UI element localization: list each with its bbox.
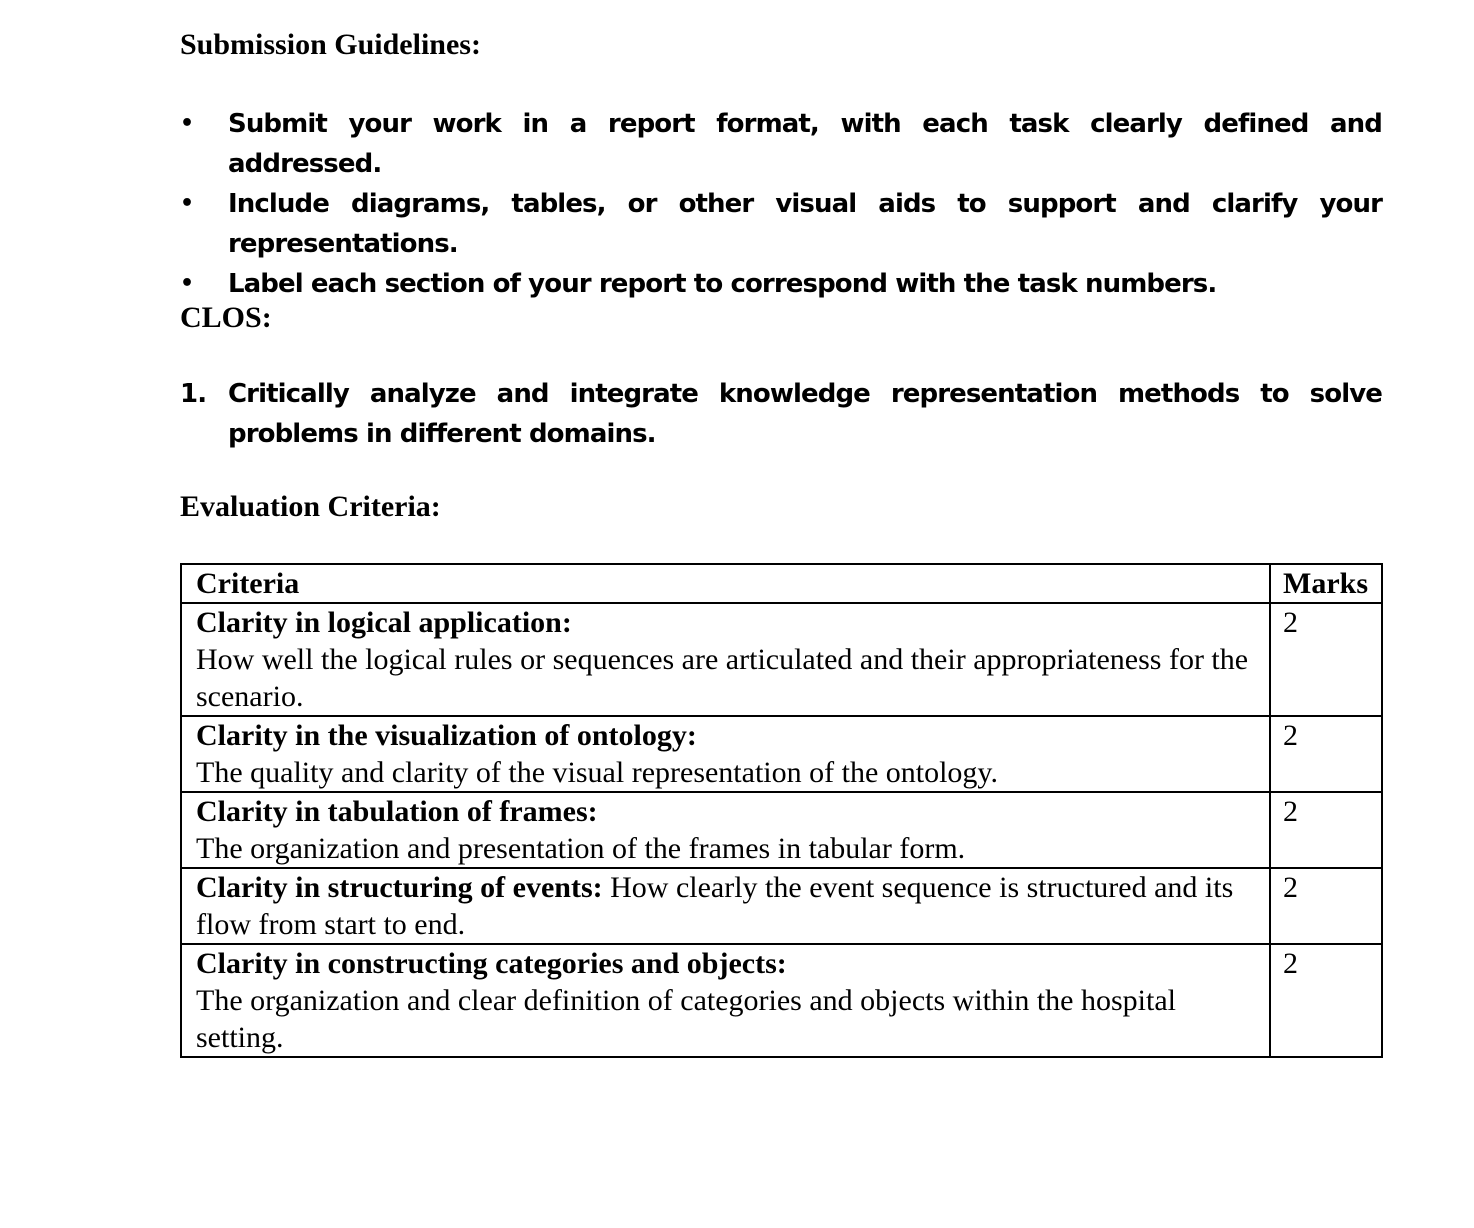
criteria-cell: [181, 944, 1270, 1057]
guideline-text: Include diagrams, tables, or other visual aids to support and clarify your representations.: [228, 189, 1382, 259]
criteria-description: The quality and clarity of the visual representation of the ontology.: [196, 756, 998, 789]
bullet-icon: •: [180, 271, 194, 296]
evaluation-criteria-heading: Evaluation Criteria:: [180, 490, 441, 523]
marks-cell: 2: [1270, 868, 1382, 944]
criteria-title: Clarity in the visualization of ontology:: [196, 719, 697, 752]
evaluation-criteria-table: [180, 563, 1383, 1058]
marks-column-header: Marks: [1270, 564, 1382, 603]
criteria-description: The organization and presentation of the frames in tabular form.: [196, 832, 966, 865]
criteria-description: How well the logical rules or sequences are articulated and their appropriateness for the scenario.: [196, 643, 1249, 713]
marks-cell: 2: [1270, 603, 1382, 716]
table-row: [181, 868, 1382, 944]
guideline-text: Submit your work in a report format, with each task clearly defined and addressed.: [228, 109, 1382, 179]
table-row: [181, 603, 1382, 716]
criteria-cell: [181, 603, 1270, 716]
clo-number: 1.: [180, 379, 207, 409]
table-row: [181, 944, 1382, 1057]
criteria-description: The organization and clear definition of categories and objects within the hospital setting.: [196, 984, 1176, 1054]
criteria-cell: [181, 868, 1270, 944]
criteria-cell: [181, 792, 1270, 868]
criteria-title: Clarity in tabulation of frames:: [196, 795, 598, 828]
marks-cell: 2: [1270, 944, 1382, 1057]
clos-heading: CLOS:: [180, 301, 272, 334]
guideline-item: [180, 264, 1382, 304]
clo-item: [180, 374, 1382, 454]
marks-cell: 2: [1270, 716, 1382, 792]
table-header-row: [181, 564, 1382, 603]
clo-text: Critically analyze and integrate knowledge representation methods to solve problems in different domains.: [228, 379, 1382, 449]
bullet-icon: •: [180, 191, 194, 216]
guideline-item: [180, 104, 1382, 184]
criteria-cell: [181, 716, 1270, 792]
criteria-column-header: Criteria: [181, 564, 1270, 603]
table-row: [181, 716, 1382, 792]
criteria-description: How clearly the event sequence is structured and its flow from start to end.: [196, 871, 1234, 941]
table-row: [181, 792, 1382, 868]
submission-guidelines-list: [180, 104, 1382, 304]
guideline-item: [180, 184, 1382, 264]
criteria-title: Clarity in logical application:: [196, 606, 572, 639]
criteria-title: Clarity in constructing categories and objects:: [196, 947, 787, 980]
marks-cell: 2: [1270, 792, 1382, 868]
guideline-text: Label each section of your report to correspond with the task numbers.: [228, 269, 1217, 299]
submission-guidelines-heading: Submission Guidelines:: [180, 28, 481, 61]
criteria-title: Clarity in structuring of events:: [196, 871, 611, 904]
clos-list: [180, 374, 1382, 454]
bullet-icon: •: [180, 111, 194, 136]
